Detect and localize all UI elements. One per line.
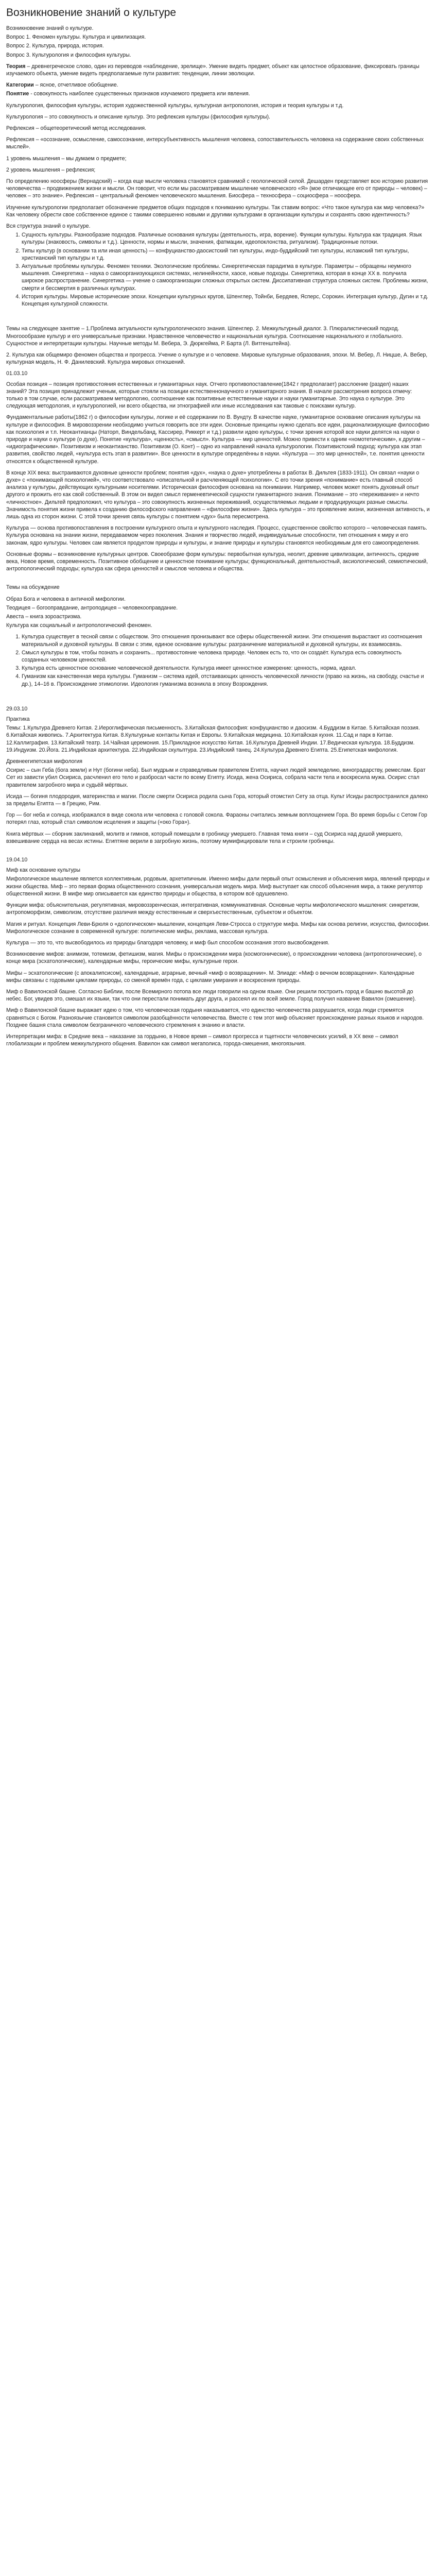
paragraph: Интерпретации мифа: в Средние века – наказание за гордыню, в Новое время – символ прогресса и тщетности человеческих усилий, в XX веке – символ глобализации и проблем межкультурного общения. Вавилон как символ мегаполиса, города-смешения, многоязычия. [6, 1033, 398, 1047]
term: Теория [6, 63, 26, 70]
paragraph: Функции мифа: объяснительная, регулятивная, мировоззренческая, интегративная, коммуникативная. Основные черты мифологического мышления: синкретизм, антропоморфизм, символизм, отсутствие различия между естественным и сверхъестественным, субъектом и объектом. [6, 902, 420, 916]
paragraph: Культурология – это совокупность и описание культур. Это рефлексия культуры (философия культуры). [6, 113, 270, 120]
intro-line: Вопрос 3. Культурология и философия культуры. [6, 52, 131, 58]
spacer [6, 312, 430, 325]
theme-line: Авеста – книга зороастризма. [6, 614, 82, 620]
definition-categories [6, 81, 430, 89]
section-label: Древнеегипетская мифология [6, 758, 83, 765]
list-item: 2. Типы культур (в основании та или иная ценность) — конфуцианство-даосистский тип культуры, индо-буддийский тип культуры, исламский тип культуры, христианский тип культуры и т.д. [22, 247, 430, 262]
paragraph: Изучение культурологии предполагает обозначение предметов общих подходов к пониманию культуры. Так ставим вопрос: «Что такое культура как мир человека?» Как человеку обрести свое собственное единое с такими совершенно новыми и другими культурами в организации культуры и сохранять свою идентичность? [6, 204, 425, 218]
date-heading: 29.03.10 [6, 705, 28, 712]
section-label: Миф как основание культуры [6, 867, 81, 874]
date-heading: 01.03.10 [6, 370, 28, 377]
paragraph: Рефлексия – «осознание, осмысление, самосознание, интерсубъективность мышления человека, сопоставительность человека на содержание своих собственных мыслей». [6, 137, 424, 150]
paragraph: В конце XIX века: выстраиваются духовные ценности проблем; понятия «дух», «наука о духе» употреблены в работах В. Дильтея (1833-1911). Он связал «науки о духе» с «понимающей психологией», что соответствовало «описательной и расчленяющей психологии». С его точки зрения «понимание» есть главный способ анализа у культуры, действующих культурными носителями. Историческая философия основана на понимании. Например, человек может понять духовный опыт другого и прожить его как свой собственный. В этом он видел смысл герменевтической сущности гуманитарного знания. Понимание – это «переживание» и нечто «личностное». Дильтей предположил, что культура – это совокупность жизненных переживаний, осуществляемых людьми и продуцирующих разные смыслы. Значимость понятия жизни привела к созданию философского направления – «философии жизни». Здесь культура – это проявление жизни, жизненная активность, и лишь одна из сторон жизни. С этой точки зрения связь культуры с понятием «дух» была пересмотрена. [6, 469, 430, 520]
term: Понятие [6, 91, 29, 97]
section-label: Темы на обсуждение [6, 584, 60, 591]
definition: – древнегреческое слово, один из переводов «наблюдение, зрелище». Умение видеть предмет, объект как целостное образование, фиксировать границы изучаемого объекта, умение видеть предполагаемые пути развития: тенденции, линии эволюции. [6, 63, 420, 77]
intro-line: Вопрос 1. Феномен культуры. Культура и цивилизация. [6, 34, 146, 41]
list-item: 1. Культура существует в тесной связи с обществом. Это отношения пронизывают все сферы общественной жизни. Эти отношения вырастают из соотношения материальной и духовной культуры. В связи с этим, единое основание культуры: разграничение материальной и духовной культуры, их взаимосвязь. [22, 633, 430, 648]
list-item: 3. Актуальные проблемы культуры. Феномен техники. Экологические проблемы. Синергетическая парадигма в культуре. Параметры – обращены неумного мышления. Синергетика – наука о самоорганизующихся системах, нелинейности, хаосе, новые подходы. Синергетика, которая в конце XX в. получила широкое распространение. Синергетика — учение о самоорганизации сложных открытых систем. Диссипативная структура сложных систем. Проблемы жизни, смерти и бессмертия в различных культурах. [22, 263, 430, 292]
spacer [6, 849, 430, 856]
paragraph: Фундаментальные работы(1862 г) о философии культуры, логике и её содержании по В. Вундту. В качестве науке, гуманитарное основание описания культуры на культуре и философия. В мировоззрении необходимо учиться говорить все эти идеи. Основные принципы нужно сделать все идеи, рационализирующие философию как психология и т.п. Неокантианцы (Наторп, Виндельбанд, Кассирер, Риккерт и т.д.) развили идею культуры, с точки зрения которой все науки делятся на науки о природе и науки о культуре (о духе). Понятие «культура», «ценность», «смысл». Культура — мир ценностей. Можно привести к одним «номотетическим», к другим – «идиографическим». Позитивизм и неокантианство. Позитивизм (О. Конт) – одно из направлений начала культурологии. Позитивистский подход: культура как этап развития, свойство людей, «культура есть этап в развитии». Все ценности в культуре определённы в науки. «Культура — это мир ценностей», т.е. понятия ценности относятся к общественной культуре. [6, 414, 429, 465]
intro-line: Вопрос 2. Культура, природа, история. [6, 43, 104, 49]
paragraph: Особая позиция – позиция противостояния естественных и гуманитарных наук. Отчего противопоставление(1842 г предполагает) расслоение (раздел) наших знаний? Эта позиция принадлежит ученым, которые стояли на позиции естественнонаучного и гуманитарного знания. В начале рассмотрения вопроса отмечу: только в том случае, если рассматриваем методологию, соотношение как позитивные естественные науки и науки гуманитарные. Это наука о культуре. Это следующая методология, и культурологией, ни всего общества, ни этнографией или иные исследования как таковые с поисками культур. [6, 381, 412, 410]
paragraph: Культура — основа противопоставления в построении культурного опыта и культурного наследия. Процесс, существенное свойство которого – человеческая память. Культура основана на знании жизни, передаваемом через поколения. Знания и творчество людей, индивидуальные способности, тип отношения к миру и его законам, ядро культуры. Человек сам является продуктом природы и культуры, и знание природы и культуры становятся необходимым для его самоопределения. [6, 525, 427, 546]
intro-line: Возникновение знаний о культуре. [6, 25, 94, 31]
list-item: 4. Гуманизм как качественная мера культуры. Гуманизм – система идей, отстаивающих ценность человеческой личности (право на жизнь, на свободу, счастье и др.), 14–16 в. Происхождение этимологии. Идеология гуманизма возникла в эпоху Возрождения. [22, 673, 430, 687]
paragraph: 1 уровень мышления – мы думаем о предмете; [6, 155, 127, 162]
term: Категории [6, 82, 34, 89]
theme-line: Культура как социальный и антропологический феномен. [6, 622, 152, 629]
paragraph: По определению ноосферы (Вернадский) – когда еще мысли человека становятся сравнимой с геологической силой. Дешарден представляет всю историю развития человечества – продвижением жизни и мысли. Он говорит, что если мы рассматриваем мышление человеческого «Я» (мое отличающее его от природы – человек) – человек – это знание». Рефлексия – центральный феномен человеческого мышления. Биосфера – техносфера – социосфера – ноосфера. [6, 178, 428, 199]
structure-list [6, 231, 430, 308]
document-page [0, 0, 436, 1062]
paragraph: Исида — богиня плодородия, материнства и магии. После смерти Осириса родила сына Гора, который отомстил Сету за отца. Культ Исиды распространился далеко за пределы Египта — в Грецию, Рим. [6, 793, 428, 807]
paragraph: Культурология, философия культуры, история художественной культуры, культурная антропология, история и теория культуры и т.д. [6, 102, 344, 109]
paragraph: Возникновение мифов: анимизм, тотемизм, фетишизм, магия. Мифы о происхождении мира (космогонические), о происхождении человека (антропогонические), о конце мира (эсхатологические), календарные мифы, героические мифы, культурные герои. [6, 951, 422, 965]
paragraph: Осирис – сын Геба (бога земли) и Нут (богини неба). Был мудрым и справедливым правителем Египта, научил людей земледелию, виноградарству, ремеслам. Брат Сет из зависти убил Осириса, расчленил его тело и разбросал части по всему Египту. Исида, жена Осириса, собрала части тела и воскресила мужа. Осирис стал правителем загробного мира и судьёй мёртвых. [6, 767, 426, 788]
page-title: Возникновение знаний о культуре [6, 7, 177, 19]
theme-line: Теодицея – богооправдание, антроподицея – человекооправдание. [6, 604, 178, 611]
section-label: Практика [6, 716, 30, 723]
paragraph: Магия и ритуал. Концепция Леви-Брюля о «дологическом» мышлении, концепция Леви-Стросса о структуре мифа. Мифы как основа религии, искусства, философии. Мифологическое сознание в современной культуре: политические мифы, реклама, массовая культура. [6, 921, 430, 935]
paragraph: Культура — это то, что высвободилось из природы благодаря человеку, и миф был способом осознания этого высвобождения. [6, 939, 329, 946]
definition-theory [6, 63, 430, 77]
culture-list [6, 633, 430, 687]
paragraph: Рефлексия – общетеоретический метод исследования. [6, 125, 147, 132]
list-item: 3. Культура есть ценностное основание человеческой деятельности. Культура имеет ценностное измерение: ценность, норма, идеал. [22, 665, 430, 672]
paragraph: 2. Культура как общемиро феномен общества и прогресса. Учение о культуре и о человеке. Мировые культурные образования, эпохи. М. Вебер, Л. Ницше, А. Вебер, культурная модель, Н. Ф. Данилевский. Культура мировых отношений. [6, 351, 428, 366]
paragraph: 2 уровень мышления – рефлексия; [6, 166, 96, 173]
paragraph: Темы: 1.Культура Древнего Китая. 2.Иероглифическая письменность. 3.Китайская философия: конфуцианство и даосизм. 4.Буддизм в Китае. 5.Китайская поэзия. 6.Китайская живопись. 7.Архитектура Китая. 8.Культурные контакты Китая и Европы. 9.Китайская медицина. 10.Китайская кухня. 11.Сад и парк в Китае. 12.Каллиграфия. 13.Китайский театр. 14.Чайная церемония. 15.Прикладное искусство Китая. 16.Культура Древней Индии. 17.Ведическая культура. 18.Буддизм. 19.Индуизм. 20.Йога. 21.Индийская архитектура. 22.Индийская скульптура. 23.Индийский танец. 24.Культура Древнего Египта. 25.Египетская мифология. [6, 725, 420, 753]
paragraph: Вся структура знаний о культуре. [6, 223, 91, 230]
date-heading: 19.04.10 [6, 857, 28, 863]
paragraph: Мифы – эсхатологические (с апокалипсисом), календарные, аграрные, вечный «миф о возвращении». М. Элиаде: «Миф о вечном возвращении». Календарные мифы связаны с годовыми циклами природы, со сменой времён года, с циклами умирания и воскресения природы. [6, 970, 414, 984]
theme-line: Образ Бога и человека в античной мифологии. [6, 596, 126, 602]
paragraph: Темы на следующее занятие – 1.Проблема актуальности культурологического знания. Шпенглер. 2. Межкультурный диалог. 3. Плюралистический подход. Многоообразие культур и его универсальные признаки. Нравственное человечество и национальная культура. Соотношение национального и глобального. Сущностное и интерпретации культуры. Научные методы М. Вебера, Э. Дюркгейма, Р. Барта (Л. Витгенштейна). [6, 326, 403, 347]
paragraph: Гор — бог неба и солнца, изображался в виде сокола или человека с головой сокола. Фараоны считались земным воплощением Гора. Во время борьбы с Сетом Гор потерял глаз, который стал символом исцеления и защиты («око Гора»). [6, 812, 427, 826]
paragraph: Мифологическое мышление является коллективным, родовым, архетипичным. Именно мифы дали первый опыт осмысления и объяснения мира, явлений природы и жизни общества. Миф – это первая форма общественного сознания, универсальная модель мира. Миф выступает как способ объяснения мира, а также регулятор общественной жизни. В мифе мир описывается как единство природы и общества, в котором всё одушевлено. [6, 876, 430, 897]
paragraph: Книга мёртвых — сборник заклинаний, молитв и гимнов, который помещали в гробницу умершего. Главная тема книги – суд Осириса над душой умершего, взвешивание сердца на весах истины. Египтяне верили в загробную жизнь, поэтому мумифицировали тела и строили гробницы. [6, 831, 403, 844]
list-item: 2. Смысл культуры в том, чтобы познать и сохранить... противостояние человека природе. Человек есть то, что он создаёт. Культура есть совокупность созданных человеком ценностей. [22, 649, 430, 664]
list-item: 1. Сущность культуры. Разнообразие подходов. Различные основания культуры (деятельность, игра, ворение). Функции культуры. Культура как традиция. Язык культуры (знаковость, символы и т.д.). Ценности, нормы и мысли, значения, фатмации, идеопоклонства, ритуализм). Традиционные потоки. [22, 231, 430, 246]
definition: – ясное, отчетливое обобщение. [33, 82, 118, 89]
paragraph: Миф о Вавилонской башне. Согласно Библии, после Всемирного потопа все люди говорили на одном языке. Они решили построить город и башню высотой до небес. Бог, увидев это, смешал их языки, так что они перестали понимать друг друга, и рассеял их по всей земле. Город получил название Вавилон (смешение). [6, 988, 416, 1003]
definition-concept [6, 90, 430, 97]
definition: - совокупность наиболее существенных признаков изучаемого предмета или явления. [29, 91, 250, 97]
list-item: 4. История культуры. Мировые исторические эпохи. Концепции культурных кругов, Шпенглер, Тойнби, Бердяев, Ясперс, Сорокин. Интеграция культур, Дугин и т.д. Концепция культурной сложности. [22, 293, 430, 308]
paragraph: Основные формы – возникновение культурных центров. Своеобразие форм культуры: первобытная культура, неолит, древние цивилизации, античность, средние века, Новое время, современность. Позитивное обобщение и ценностное понимание культуры; функциональный, деятельностный, аксиологический, семиотический, антропологический подходы; культура как сфера ценностей и смыслов человека и общества. [6, 551, 428, 572]
spacer [6, 692, 430, 705]
paragraph: Миф о Вавилонской башне выражает идею о том, что человеческая гордыня наказывается, что единство человечества разрушается, когда люди стремятся сравняться с Богом. Разноязычие становится символом разобщённости человечества. Вместе с тем этот миф объясняет происхождение разных языков и народов. Позднее башня стала символом безграничного человеческого стремления к знанию и власти. [6, 1007, 424, 1028]
spacer [6, 577, 430, 584]
